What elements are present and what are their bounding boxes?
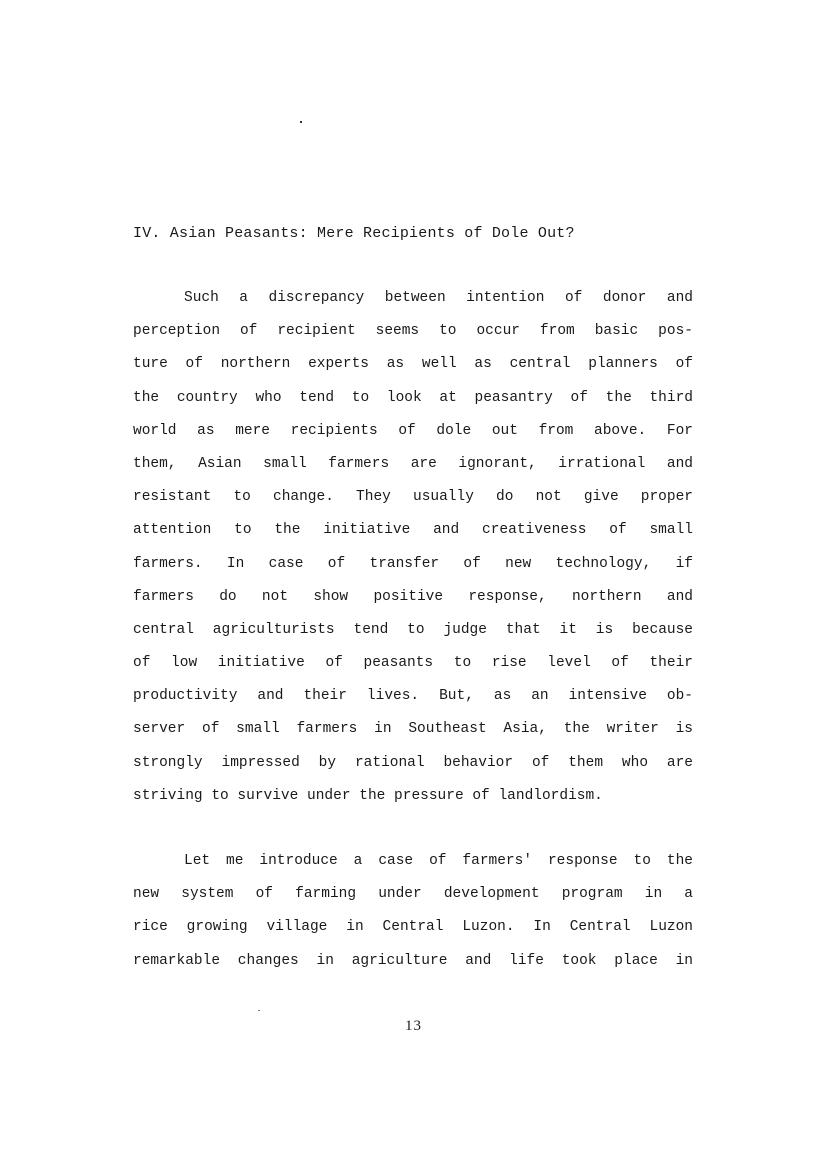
text-line: the country who tend to look at peasantry of the third [133, 389, 693, 406]
text-line: perception of recipient seems to occur from basic pos- [133, 323, 693, 340]
page-number: 13 [405, 1018, 422, 1034]
text-line: them, Asian small farmers are ignorant, irrational and [133, 455, 693, 472]
text-line: resistant to change. They usually do not give proper [133, 489, 693, 506]
text-line: productivity and their lives. But, as an intensive ob- [133, 688, 693, 705]
text-line: rice growing village in Central Luzon. In Central Luzon [133, 919, 693, 936]
text-line: Such a discrepancy between intention of donor and [184, 290, 693, 306]
text-line: strongly impressed by rational behavior of them who are [133, 754, 693, 771]
text-line: remarkable changes in agriculture and life took place in [133, 952, 693, 969]
text-line: of low initiative of peasants to rise level of their [133, 655, 693, 672]
paragraph-2 [133, 845, 693, 978]
text-line: farmers. In case of transfer of new technology, if [133, 555, 693, 572]
paragraph-1 [133, 282, 693, 813]
text-line: new system of farming under development program in a [133, 886, 693, 903]
section-heading: IV. Asian Peasants: Mere Recipients of Dole Out? [133, 225, 575, 242]
text-line: Let me introduce a case of farmers' response to the [184, 853, 693, 869]
text-line: world as mere recipients of dole out from above. For [133, 422, 693, 439]
text-line: central agriculturists tend to judge that it is because [133, 621, 693, 638]
text-line: server of small farmers in Southeast Asia, the writer is [133, 721, 693, 738]
text-line: farmers do not show positive response, northern and [133, 588, 693, 605]
text-line: ture of northern experts as well as central planners of [133, 356, 693, 373]
scan-speck [300, 121, 302, 123]
text-line: striving to survive under the pressure of landlordism. [133, 787, 603, 804]
text-line: attention to the initiative and creativeness of small [133, 522, 693, 539]
scan-speck [258, 1010, 260, 1011]
